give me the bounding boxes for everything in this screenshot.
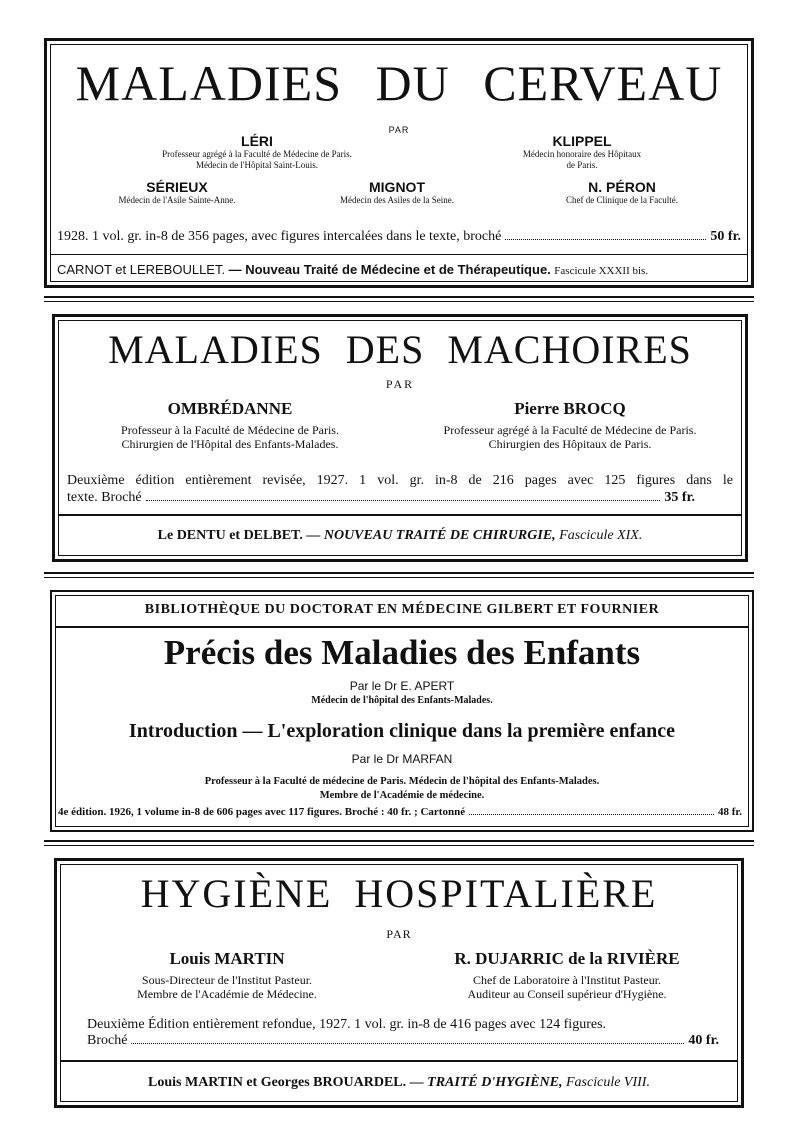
ad4-par: PAR	[386, 927, 412, 941]
ad1-author-serieux	[87, 179, 267, 206]
ad1-author-peron	[527, 179, 717, 206]
author-desc: Chirurgien des Hôpitaux de Paris.	[488, 437, 652, 451]
ad1-edition-line	[57, 229, 741, 245]
author-desc: Médecin de l'Asile Sainte-Anne.	[118, 195, 236, 205]
author-desc: de Paris.	[566, 160, 598, 170]
leader-dots	[505, 239, 706, 240]
price: 40 fr.	[688, 1033, 719, 1048]
series-title: — TRAITÉ D'HYGIÈNE,	[409, 1075, 563, 1090]
author-name: SÉRIEUX	[146, 179, 208, 195]
ad4-series-line	[57, 1075, 741, 1091]
ad2-series-line	[55, 528, 745, 544]
ad4-edition-line2	[87, 1033, 719, 1049]
ad2-title: MALADIES DES MACHOIRES	[108, 327, 692, 372]
ad-maladies-du-cerveau	[44, 38, 754, 288]
ad1-author-leri	[107, 133, 407, 171]
leader-dots	[469, 814, 714, 815]
ad-precis-maladies-enfants	[50, 590, 754, 832]
author-name: OMBRÉDANNE	[167, 399, 293, 418]
series-fascicule: Fascicule XIX.	[559, 528, 643, 543]
author-desc: Professeur agrégé à la Faculté de Médecine de Paris.	[162, 149, 352, 159]
ad3-by-marfan: Par le Dr MARFAN	[351, 752, 453, 766]
divider	[56, 626, 748, 628]
series-authors: CARNOT et LEREBOULLET.	[57, 262, 226, 277]
ad3-header: BIBLIOTHÈQUE DU DOCTORAT EN MÉDECINE GILBERT ET FOURNIER	[144, 602, 660, 617]
ad3-subtitle: Introduction — L'exploration clinique dans la première enfance	[128, 720, 676, 742]
author-desc: Chef de Laboratoire à l'Institut Pasteur.	[472, 973, 662, 987]
ad3-edition-line	[58, 806, 742, 818]
author-desc: Professeur agrégé à la Faculté de Médecine de Paris.	[443, 423, 697, 437]
ad4-author-martin	[87, 949, 367, 1001]
separator	[44, 840, 754, 846]
price: 48 fr.	[717, 806, 742, 818]
edition-text: 1928. 1 vol. gr. in-8 de 356 pages, avec figures intercalées dans le texte, broché	[57, 229, 502, 244]
divider	[59, 514, 741, 516]
ad-maladies-des-machoires	[52, 314, 748, 562]
series-title: — NOUVEAU TRAITÉ DE CHIRURGIE,	[306, 528, 556, 543]
ad-hygiene-hospitaliere	[54, 858, 744, 1108]
author-name: N. PÉRON	[588, 179, 656, 195]
edition-text: Broché	[87, 1033, 128, 1048]
divider	[61, 1060, 737, 1062]
leader-dots	[146, 500, 661, 501]
separator	[44, 572, 754, 578]
author-desc: Auditeur au Conseil supérieur d'Hygiène.	[467, 987, 667, 1001]
ad2-author-brocq	[405, 399, 735, 451]
author-desc: Chirurgien de l'Hôpital des Enfants-Malades.	[121, 437, 339, 451]
series-authors: Louis MARTIN et Georges BROUARDEL.	[148, 1075, 407, 1090]
ad4-edition-line1: Deuxième Édition entièrement refondue, 1927. 1 vol. gr. in-8 de 416 pages avec 124 figures.	[87, 1017, 607, 1032]
series-fascicule: Fascicule XXXII bis.	[554, 265, 649, 277]
series-title: — Nouveau Traité de Médecine et de Thérapeutique.	[228, 262, 551, 277]
divider	[51, 254, 747, 255]
ad1-author-mignot	[307, 179, 487, 206]
ad2-author-ombredanne	[75, 399, 385, 451]
ad1-series-line	[57, 262, 741, 279]
edition-text: texte. Broché	[67, 490, 142, 505]
ad4-author-dujarric	[407, 949, 727, 1001]
ad3-apert-desc: Médecin de l'hôpital des Enfants-Malades.	[311, 695, 493, 706]
price: 35 fr.	[664, 490, 695, 505]
separator	[44, 296, 754, 302]
ad2-edition-line2	[67, 490, 695, 506]
ad1-title: MALADIES DU CERVEAU	[75, 55, 723, 111]
author-desc: Médecin des Asiles de la Seine.	[340, 195, 454, 205]
series-fascicule: Fascicule VIII.	[566, 1075, 650, 1090]
series-authors: Le DENTU et DELBET.	[157, 528, 303, 543]
price: 50 fr.	[710, 229, 741, 244]
author-name: MIGNOT	[369, 179, 425, 195]
ad2-par: PAR	[385, 377, 415, 391]
ad1-author-klippel	[467, 133, 697, 171]
author-desc: Chef de Clinique de la Faculté.	[566, 195, 678, 205]
author-name: R. DUJARRIC de la RIVIÈRE	[454, 949, 680, 968]
ad2-edition-line1: Deuxième édition entièrement revisée, 1927. 1 vol. gr. in-8 de 216 pages avec 125 figures dans le	[67, 473, 733, 488]
author-name: Louis MARTIN	[169, 949, 285, 968]
author-desc: Professeur à la Faculté de Médecine de Paris.	[121, 423, 339, 437]
ad3-by-apert: Par le Dr E. APERT	[349, 679, 455, 693]
author-name: Pierre BROCQ	[514, 399, 626, 418]
ad3-title: Précis des Maladies des Enfants	[163, 633, 641, 672]
author-desc: Membre de l'Académie de Médecine.	[137, 987, 317, 1001]
author-name: LÉRI	[241, 133, 273, 149]
author-name: KLIPPEL	[552, 133, 612, 149]
leader-dots	[131, 1043, 684, 1044]
author-desc: Médecin honoraire des Hôpitaux	[522, 149, 642, 159]
edition-text: 4e édition. 1926, 1 volume in-8 de 606 pages avec 117 figures. Broché : 40 fr. ; Cartonné	[58, 806, 466, 818]
ad3-marfan-desc: Professeur à la Faculté de médecine de Paris. Médecin de l'hôpital des Enfants-Malades.	[204, 776, 600, 787]
ad4-title: HYGIÈNE HOSPITALIÈRE	[140, 871, 658, 916]
ad1-par: PAR	[388, 125, 410, 135]
author-desc: Sous-Directeur de l'Institut Pasteur.	[141, 973, 313, 987]
ad3-marfan-desc: Membre de l'Académie de médecine.	[319, 790, 485, 801]
author-desc: Médecin de l'Hôpital Saint-Louis.	[195, 160, 319, 170]
